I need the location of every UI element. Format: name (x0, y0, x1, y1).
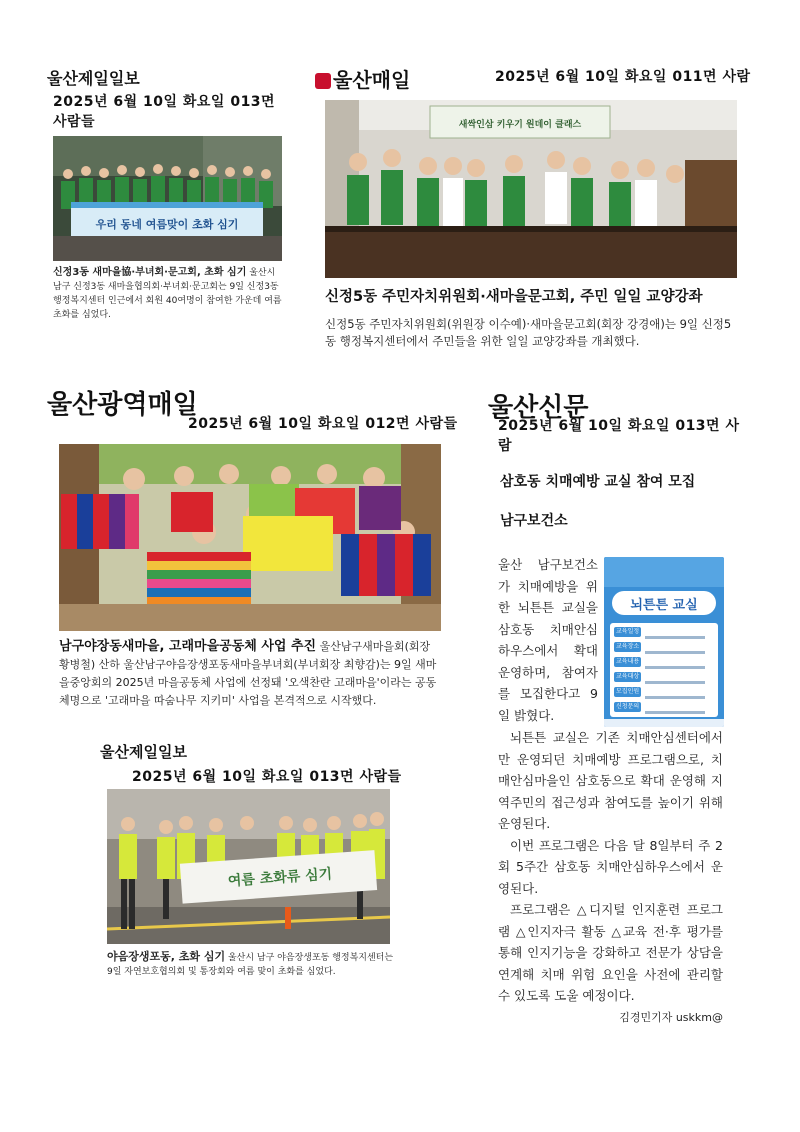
poster-row-label: 모집인원 (616, 688, 640, 695)
article1-caption-title: 신정3동 새마을協·부녀회·문고회, 초화 심기 (53, 267, 247, 278)
poster-row (614, 687, 714, 699)
poster-row (614, 702, 714, 714)
poster-row-line (645, 651, 705, 654)
article5-dateline: 2025년 6월 10일 화요일 013면 사람 (498, 418, 740, 454)
article4-paper-name: 울산제일일보 (100, 743, 187, 761)
article2-banner-text: 새싹인삼 키우기 원데이 클래스 (458, 120, 582, 130)
article2-photo (325, 100, 737, 278)
article3-paper-name: 울산광역매일 (47, 390, 198, 420)
article4-caption (107, 950, 397, 979)
article5-body-full-1 (498, 727, 723, 1028)
poster-info-box (610, 623, 718, 717)
article4-caption-body: 울산시 남구 야음장생포동 행정복지센터는 9일 자연보호협의회 및 통장회와 여름 맞이 초화를 심었다. (107, 953, 394, 977)
article2-logo-mark (315, 73, 331, 89)
poster-row-label: 교육내용 (616, 658, 640, 665)
article5-poster (604, 557, 724, 727)
article4-banner-text: 여름 초화류 심기 (227, 866, 333, 890)
article1-photo (53, 136, 282, 261)
article3-dateline: 2025년 6월 10일 화요일 012면 사람들 (188, 416, 458, 432)
article4-caption-title: 야음장생포동, 초화 심기 (107, 950, 226, 963)
article2-headline: 신정5동 주민자치위원회·새마을문고회, 주민 일일 교양강좌 (325, 289, 703, 305)
article4-dateline: 2025년 6월 10일 화요일 013면 사람들 (132, 769, 402, 785)
article1-dateline: 2025년 6월 10일 화요일 013면 사람들 (53, 94, 276, 130)
article5-paragraph-2: 이번 프로그램은 다음 달 8일부터 주 2회 5주간 삼호동 치매안심하우스에서 운영된다. (498, 837, 723, 896)
article5-paragraph-3: 프로그램은 △디지털 인지훈련 프로그램 △인지자극 활동 △교육 전·후 평가를 통해 인지기능을 강화하고 전문가 상담을 연계해 치매 위험 요인을 사전에 관리할 수 있도록 도울 예정이다. (498, 902, 723, 1003)
article2-paper-name: 울산매일 (333, 68, 411, 92)
poster-header-band (604, 557, 724, 587)
article2-logo (315, 64, 410, 93)
article5-paper-name: 울산신문 (488, 393, 589, 423)
poster-row (614, 672, 714, 684)
poster-row-label: 교육일정 (616, 628, 640, 635)
article2-dateline: 2025년 6월 10일 화요일 011면 사람 (495, 69, 751, 85)
article1-caption-body: 울산시 남구 신정3동 새마을협의회·부녀회·문고회는 9일 신정3동 행정복지센터 인근에서 회원 40여명이 참여한 가운데 여름 초화를 심었다. (53, 268, 282, 320)
poster-row-label: 교육장소 (616, 643, 640, 650)
article1-caption (53, 266, 285, 322)
article3-caption-body: 울산남구새마을회(회장 황병철) 산하 울산남구야음장생포동새마을부녀회(부녀회장 최향감)는 9일 새마을중앙회의 2025년 마을공동체 사업에 선정돼 '오색찬란 고래마을'이라는 공동체명으로 '고래마을 따숨나무 지키미' 사업을 본격적으로 시작했다. (59, 640, 437, 707)
poster-row-line (645, 666, 705, 669)
poster-footer (604, 719, 724, 727)
article5-byline: 김경민기자 uskkm@ (619, 1010, 723, 1024)
article1-banner-text: 우리 동네 여름맞이 초화 심기 (95, 218, 239, 231)
article3-photo (59, 444, 441, 631)
article5-paragraph-1: 뇌튼튼 교실은 기존 치매안심센터에서만 운영되던 치매예방 프로그램으로, 치매안심마을인 삼호동으로 확대 운영해 지역주민의 접근성과 참여도를 높이기 위해 운영된다. (498, 730, 723, 831)
poster-row-label: 교육대상 (616, 673, 640, 680)
poster-row (614, 627, 714, 639)
poster-row (614, 657, 714, 669)
poster-row (614, 642, 714, 654)
article1-paper-name: 울산제일일보 (47, 69, 140, 88)
article5-subhead: 남구보건소 (500, 513, 568, 529)
poster-title: 뇌튼튼 교실 (630, 598, 698, 613)
poster-row-line (645, 636, 705, 639)
article5-body-left: 울산 남구보건소가 치매예방을 위한 뇌튼튼 교실을 삼호동 치매안심하우스에서 확대 운영하며, 참여자를 모집한다고 9일 밝혔다. (498, 557, 598, 723)
poster-row-line (645, 681, 705, 684)
article5-headline: 삼호동 치매예방 교실 참여 모집 (500, 474, 696, 490)
article2-body: 신정5동 주민자치위원회(위원장 이수예)·새마을문고회(회장 강경애)는 9일 신정5동 행정복지센터에서 주민들을 위한 일일 교양강좌를 개최했다. (325, 317, 732, 348)
poster-row-line (645, 711, 705, 714)
poster-row-label: 신청문의 (616, 703, 640, 710)
article4-photo (107, 789, 390, 944)
article3-caption-title: 남구야장동새마을, 고래마을공동체 사업 추진 (59, 639, 317, 654)
article3-caption (59, 638, 444, 710)
poster-row-line (645, 696, 705, 699)
